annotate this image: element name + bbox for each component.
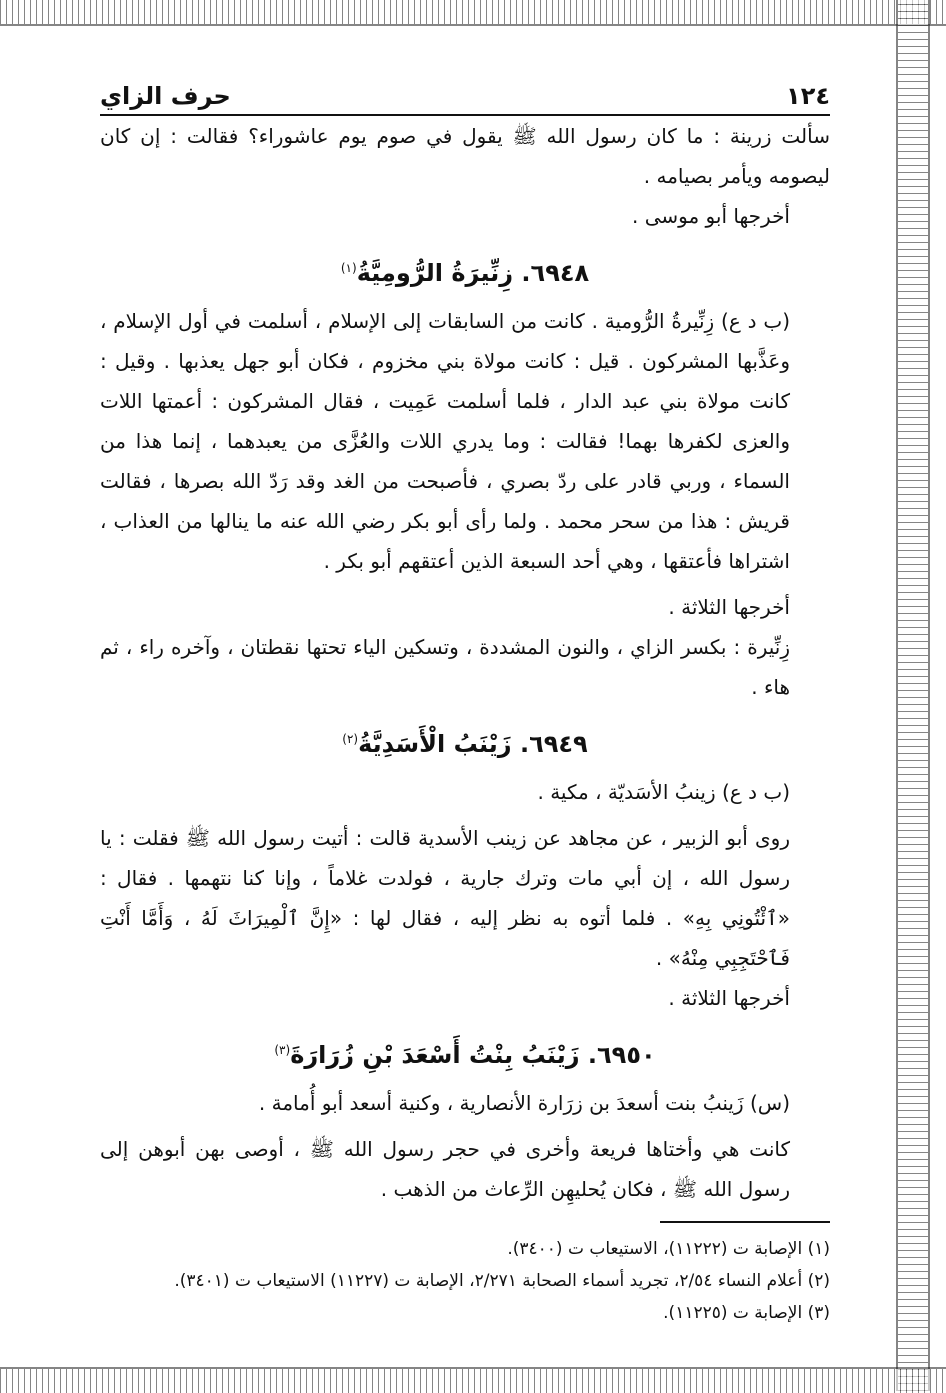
paragraph: روى أبو الزبير ، عن مجاهد عن زينب الأسدية قالت : أتيت رسول الله ﷺ فقلت : يا رسول الله ، إن أبي مات وترك جارية ، فولدت غلاماً ، وإنا كنا نتهمها . فقال : «ٱئْتُونِي بِهِ» . فلما أتوه به نظر إليه ، فقال لها : «إِنَّ ٱلْمِيرَاثَ لَهُ ، وَأَمَّا أَنْتِ فَٱحْتَجِبِي مِنْهُ» . — [100, 826, 790, 970]
book-page — [100, 70, 830, 1350]
entry-title: ٦٩٥٠. زَيْنَبُ بِنْتُ أَسْعَدَ بْنِ زُرَارَةَ — [290, 1041, 656, 1069]
paragraph: (س) زَينبُ بنت أسعدَ بن زرَارة الأنصارية ، وكنية أسعد أبو أُمامة . — [258, 1091, 790, 1115]
footnote-ref: (٣) — [274, 1043, 291, 1057]
entry-title: ٦٩٤٨. زِنِّيرَةُ الرُّومِيَّةُ — [356, 259, 590, 287]
paragraph: زِنِّيرة : بكسر الزاي ، والنون المشددة ، وتسكين الياء تحتها نقطتان ، وآخره راء ، ثم هاء . — [100, 635, 790, 699]
source-line: أخرجها الثلاثة . — [668, 986, 790, 1010]
ornamental-border-bottom — [0, 1367, 946, 1393]
paragraph: (ب د ع) زِنِّيرةُ الرُّومية . كانت من السابقات إلى الإسلام ، أسلمت في أول الإسلام ، وعَذَّبها المشركون . قيل : كانت مولاة بني مخزوم ، فكان أبو جهل يعذبها . وقيل : كانت مولاة بني عبد الدار ، فلما أسلمت عَمِيت ، فقال المشركون : أعمتها اللات والعزى لكفرها بهما! فقالت : وما يدري اللات والعُزَّى من يعبدهما ، إنما هذا من السماء ، وربي قادر على ردّ بصري ، فأصبحت من الغد وقد رَدّ الله بصرها ، فقالت قريش : هذا من سحر محمد . ولما رأى أبو بكر رضي الله عنه ما ينالها من العذاب ، اشتراها فأعتقها ، وهي أحد السبعة الذين أعتقهم أبو بكر . — [100, 309, 790, 573]
entry-heading — [100, 1024, 830, 1081]
footnote-separator — [660, 1221, 830, 1223]
page-header — [100, 70, 830, 116]
footnote: (١) الإصابة ت (١١٢٢٢)، الاستيعاب ت (٣٤٠٠). — [507, 1239, 830, 1259]
paragraph: (ب د ع) زينبُ الأسَديّة ، مكية . — [537, 780, 790, 804]
ornamental-border-top — [0, 0, 946, 26]
entry-heading — [100, 242, 830, 299]
footnote-ref: (١) — [340, 261, 357, 275]
paragraph: كانت هي وأختاها فريعة وأخرى في حجر رسول الله ﷺ ، أوصى بهن أبوهن إلى رسول الله ﷺ ، فكان يُحليهِن الرِّعاث من الذهب . — [100, 1137, 790, 1201]
footnote: (٣) الإصابة ت (١١٢٢٥). — [663, 1303, 830, 1323]
footnote-ref: (٢) — [342, 732, 359, 746]
entry-heading — [100, 713, 830, 770]
source-line: أخرجها أبو موسى . — [632, 204, 790, 228]
entry-title: ٦٩٤٩. زَيْنَبُ الْأَسَدِيَّةُ — [358, 730, 588, 758]
running-title: حرف الزاي — [100, 82, 231, 110]
footnote: (٢) أعلام النساء ٢/٥٤، تجريد أسماء الصحابة ٢/٢٧١، الإصابة ت (١١٢٢٧) الاستيعاب ت (٣٤٠١). — [174, 1271, 830, 1291]
page-number: ١٢٤ — [786, 82, 830, 110]
ornamental-border-right — [896, 0, 930, 1391]
paragraph: سألت زرينة : ما كان رسول الله ﷺ يقول في صوم يوم عاشوراء؟ فقالت : إن كان ليصومه ويأمر بصيامه . — [100, 124, 830, 188]
source-line: أخرجها الثلاثة . — [668, 595, 790, 619]
